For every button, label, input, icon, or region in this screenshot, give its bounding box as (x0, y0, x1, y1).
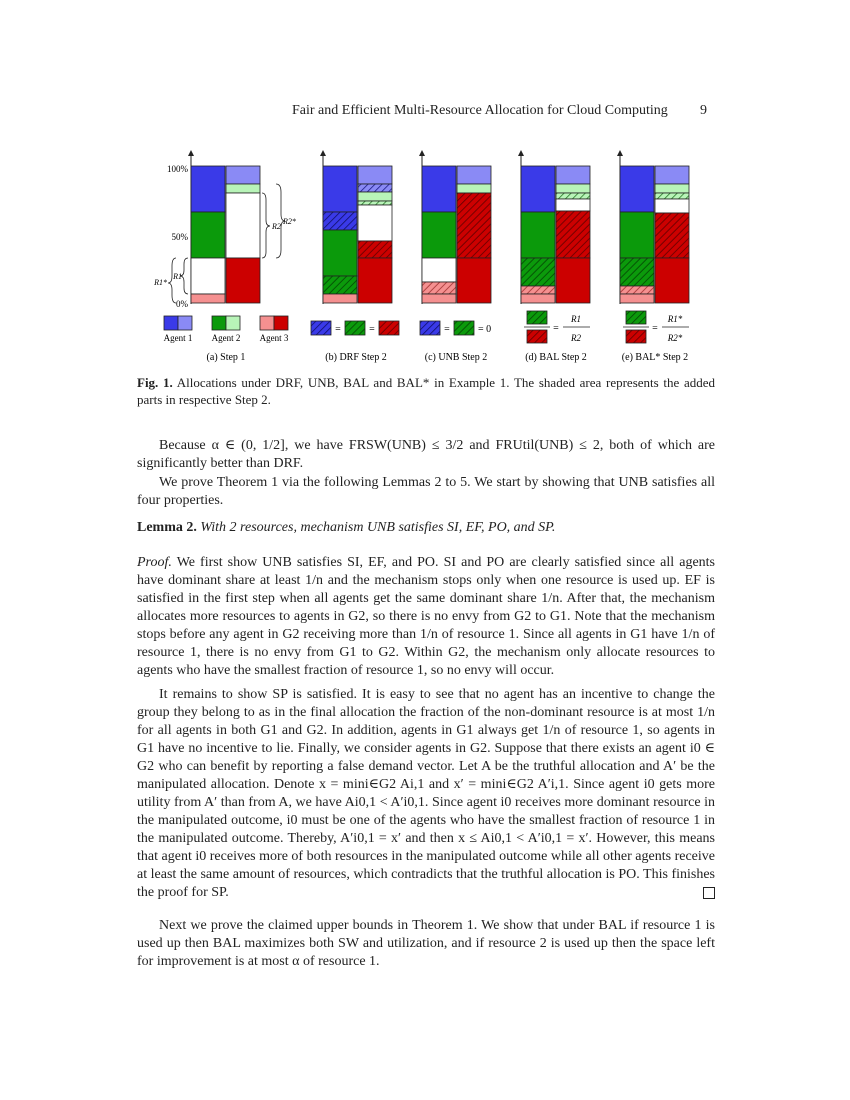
eq-c-zero: = 0 (478, 324, 492, 335)
panel-a-step1 (153, 150, 296, 309)
e-r2-agent2 (655, 184, 689, 193)
subcaption-a: (a) Step 1 (206, 352, 246, 363)
paragraph-4: Next we prove the claimed upper bounds in Theorem 1. We show that under BAL if resource 1 is used up then BAL maximizes both SW and utilization, and if resource 2 is used up then the space left for improvement is at most α of resource 1. (137, 918, 715, 969)
a-r1-free (191, 258, 225, 294)
a-r2-free (226, 193, 260, 258)
d-r1-agent2-added (521, 258, 555, 286)
eq-c-sign: = (444, 324, 450, 335)
lemma-label: Lemma 2. (137, 520, 197, 535)
d-r2-agent1 (556, 166, 590, 184)
eq-b-red-swatch (379, 321, 399, 335)
paragraph-3 (137, 686, 715, 902)
axis-arrow-icon (188, 150, 194, 156)
header-title: Fair and Efficient Multi-Resource Allocation for Cloud Computing (292, 103, 668, 118)
a-r1-agent3 (191, 294, 225, 303)
eq-e-r2-star: R2* (667, 333, 683, 343)
c-r2-agent1 (457, 166, 491, 184)
legend-agent1-swatch-light (178, 316, 192, 330)
c-r2-agent3 (457, 258, 491, 303)
axis-arrow-icon (320, 150, 326, 156)
b-r1-agent2-added (323, 276, 357, 294)
axis-arrow-icon (419, 150, 425, 156)
legend-agent3: Agent 3 (259, 333, 289, 343)
a-r1-agent2 (191, 212, 225, 258)
equation-b (311, 321, 399, 335)
panel-c-unb (419, 150, 491, 304)
a-r1-agent1 (191, 166, 225, 212)
d-r1-agent3 (521, 294, 555, 303)
b-r2-agent1-added (358, 184, 392, 192)
b-r1-agent3 (323, 294, 357, 303)
panel-e-bal-star (617, 150, 689, 304)
legend-agent2-swatch-dark (212, 316, 226, 330)
subcaption-d: (d) BAL Step 2 (525, 352, 587, 363)
axis-arrow-icon (518, 150, 524, 156)
c-r1-agent3-added (422, 282, 456, 294)
eq-e-sign: = (652, 323, 658, 334)
brace-r2 (262, 193, 270, 258)
equation-e (623, 311, 689, 343)
b-r1-agent1-added (323, 212, 357, 230)
b-r1-agent2 (323, 230, 357, 276)
d-r1-agent3-added (521, 286, 555, 294)
panel-d-bal (518, 150, 590, 304)
b-r2-agent3 (358, 258, 392, 303)
legend-agent3-swatch-light (260, 316, 274, 330)
c-r2-agent3-added (457, 193, 491, 258)
panel-b-drf (320, 150, 392, 304)
eq-d-r1: R1 (571, 314, 581, 324)
lemma-2 (137, 519, 715, 537)
d-r2-agent2 (556, 184, 590, 193)
proof-label: Proof. (137, 555, 172, 570)
caption-label: Fig. 1. (137, 375, 173, 390)
e-r1-agent2 (620, 212, 654, 258)
label-r2: R2 (272, 222, 281, 231)
proof-paragraph (137, 554, 715, 680)
legend-agent1-swatch-dark (164, 316, 178, 330)
b-r2-agent3-added (358, 241, 392, 258)
c-r1-agent2 (422, 212, 456, 258)
page-number: 9 (700, 103, 707, 118)
legend-agent3-swatch-dark (274, 316, 288, 330)
a-r2-agent1 (226, 166, 260, 184)
d-r1-agent1 (521, 166, 555, 212)
running-header (0, 103, 850, 123)
b-r2-agent2-added (358, 201, 392, 205)
proof-text: We first show UNB satisfies SI, EF, and PO. SI and PO are clearly satisfied since all agents have dominant share at least 1/n and the mechanism stops only when one resource is used up. EF is satisfied in the first step when all agents get the same dominant share 1/n. After that, the mechanism allocates more resources to agents in G2, so there is no envy from G2 to G1. Note that the mechanism stops before any agent in G2 receiving more than 1/n of resource 1. Since all agents in G1 have 1/n of resource 1, there is no envy from G1 to G2. Within G2, the mechanism only allocate resources to agents who have the smallest fraction of resource 1, so no envy will occur. (137, 555, 716, 678)
figure-caption (137, 374, 715, 408)
eq-d-r2: R2 (571, 333, 581, 343)
caption-text: Allocations under DRF, UNB, BAL and BAL* in Example 1. The shaded area represents the added parts in respective Step 2. (137, 375, 715, 407)
c-r1-agent3 (422, 294, 456, 303)
e-r1-agent3 (620, 294, 654, 303)
label-r1-star: R1* (154, 278, 167, 287)
d-r2-agent2-added (556, 193, 590, 199)
e-r2-agent1 (655, 166, 689, 184)
a-r2-agent3 (226, 258, 260, 303)
axis-label-0: 0% (176, 299, 188, 309)
d-r2-free (556, 199, 590, 211)
eq-e-r1-star: R1* (667, 314, 683, 324)
e-r2-agent3 (655, 258, 689, 303)
c-r1-agent1 (422, 166, 456, 212)
axis-arrow-icon (617, 150, 623, 156)
b-r2-agent2 (358, 192, 392, 201)
lemma-text: With 2 resources, mechanism UNB satisfies SI, EF, PO, and SP. (200, 520, 556, 535)
equation-d (524, 311, 590, 343)
eq-e-green-swatch (626, 311, 646, 324)
paragraph-2: We prove Theorem 1 via the following Lemmas 2 to 5. We start by showing that UNB satisfies all four properties. (137, 475, 715, 508)
d-r2-agent3-added (556, 211, 590, 258)
subcaption-c: (c) UNB Step 2 (424, 352, 488, 363)
e-r1-agent1 (620, 166, 654, 212)
d-r2-agent3 (556, 258, 590, 303)
e-r2-agent3-added (655, 213, 689, 258)
subcaption-b: (b) DRF Step 2 (325, 352, 387, 363)
legend-agent2-swatch-light (226, 316, 240, 330)
eq-d-sign: = (553, 323, 559, 334)
legend-agents (164, 316, 289, 343)
b-r1-agent1 (323, 166, 357, 212)
eq-d-red-swatch (527, 330, 547, 343)
paragraph-1: Because α ∈ (0, 1/2], we have FRSW(UNB) ≤ 3/2 and FRUtil(UNB) ≤ 2, both of which are significantly better than DRF. (137, 438, 715, 471)
eq-d-green-swatch (527, 311, 547, 324)
qed-icon (703, 887, 715, 899)
d-r1-agent2 (521, 212, 555, 258)
eq-b-green-swatch (345, 321, 365, 335)
c-r2-agent2 (457, 184, 491, 193)
paragraph-3-text: It remains to show SP is satisfied. It is easy to see that no agent has an incentive to change the group they belong to as in the final allocation the fraction of the non-dominant resource is at most 1/n for all agents in both G1 and G2. In addition, agents in G1 always get 1/n of resource 1, so agents in G1 have no incentive to lie. Finally, we consider agents in G2. Suppose that there exists an agent i0 ∈ G2 who can benefit by reporting a false demand vector. Let A be the truthful allocation and A′ be the manipulated allocation. Denote x = mini∈G2 Ai,1 and x′ = mini∈G2 A′i,1. Since agent i0 gets more utility from A′ than from A, we have Ai0,1 < A′i0,1. Since agent i0 receives more dominant resource in the manipulated outcome, i0 must be one of the agents who have the smallest fraction of resource 1 in the manipulated outcome. Thereby, A′i0,1 = x′ and then x ≤ Ai0,1 < A′i0,1 = x′. However, this means that agent i0 receives more of both resources in the manipulated outcome while all other agents receive at least the same amount of resources, which contradicts that the truthful allocation is PO. This finishes the proof for SP. (137, 687, 715, 900)
figure-1 (0, 140, 850, 370)
eq-b-sign-1: = (335, 324, 341, 335)
eq-c-green-swatch (454, 321, 474, 335)
legend-agent1: Agent 1 (163, 333, 193, 343)
e-r2-agent2-added (655, 193, 689, 199)
e-r2-free (655, 199, 689, 213)
subcaption-e: (e) BAL* Step 2 (621, 352, 689, 363)
e-r1-agent2-added (620, 258, 654, 286)
c-r1-free (422, 258, 456, 282)
label-r1: R1 (173, 272, 182, 281)
axis-label-100: 100% (167, 164, 188, 174)
eq-c-blue-swatch (420, 321, 440, 335)
eq-e-red-swatch (626, 330, 646, 343)
eq-b-blue-swatch (311, 321, 331, 335)
e-r1-agent3-added (620, 286, 654, 294)
legend-agent2: Agent 2 (211, 333, 241, 343)
axis-label-50: 50% (171, 232, 188, 242)
a-r2-agent2 (226, 184, 260, 193)
b-r2-free (358, 205, 392, 241)
equation-c (420, 321, 491, 335)
label-r2-star: R2* (283, 217, 296, 226)
b-r2-agent1 (358, 166, 392, 184)
eq-b-sign-2: = (369, 324, 375, 335)
